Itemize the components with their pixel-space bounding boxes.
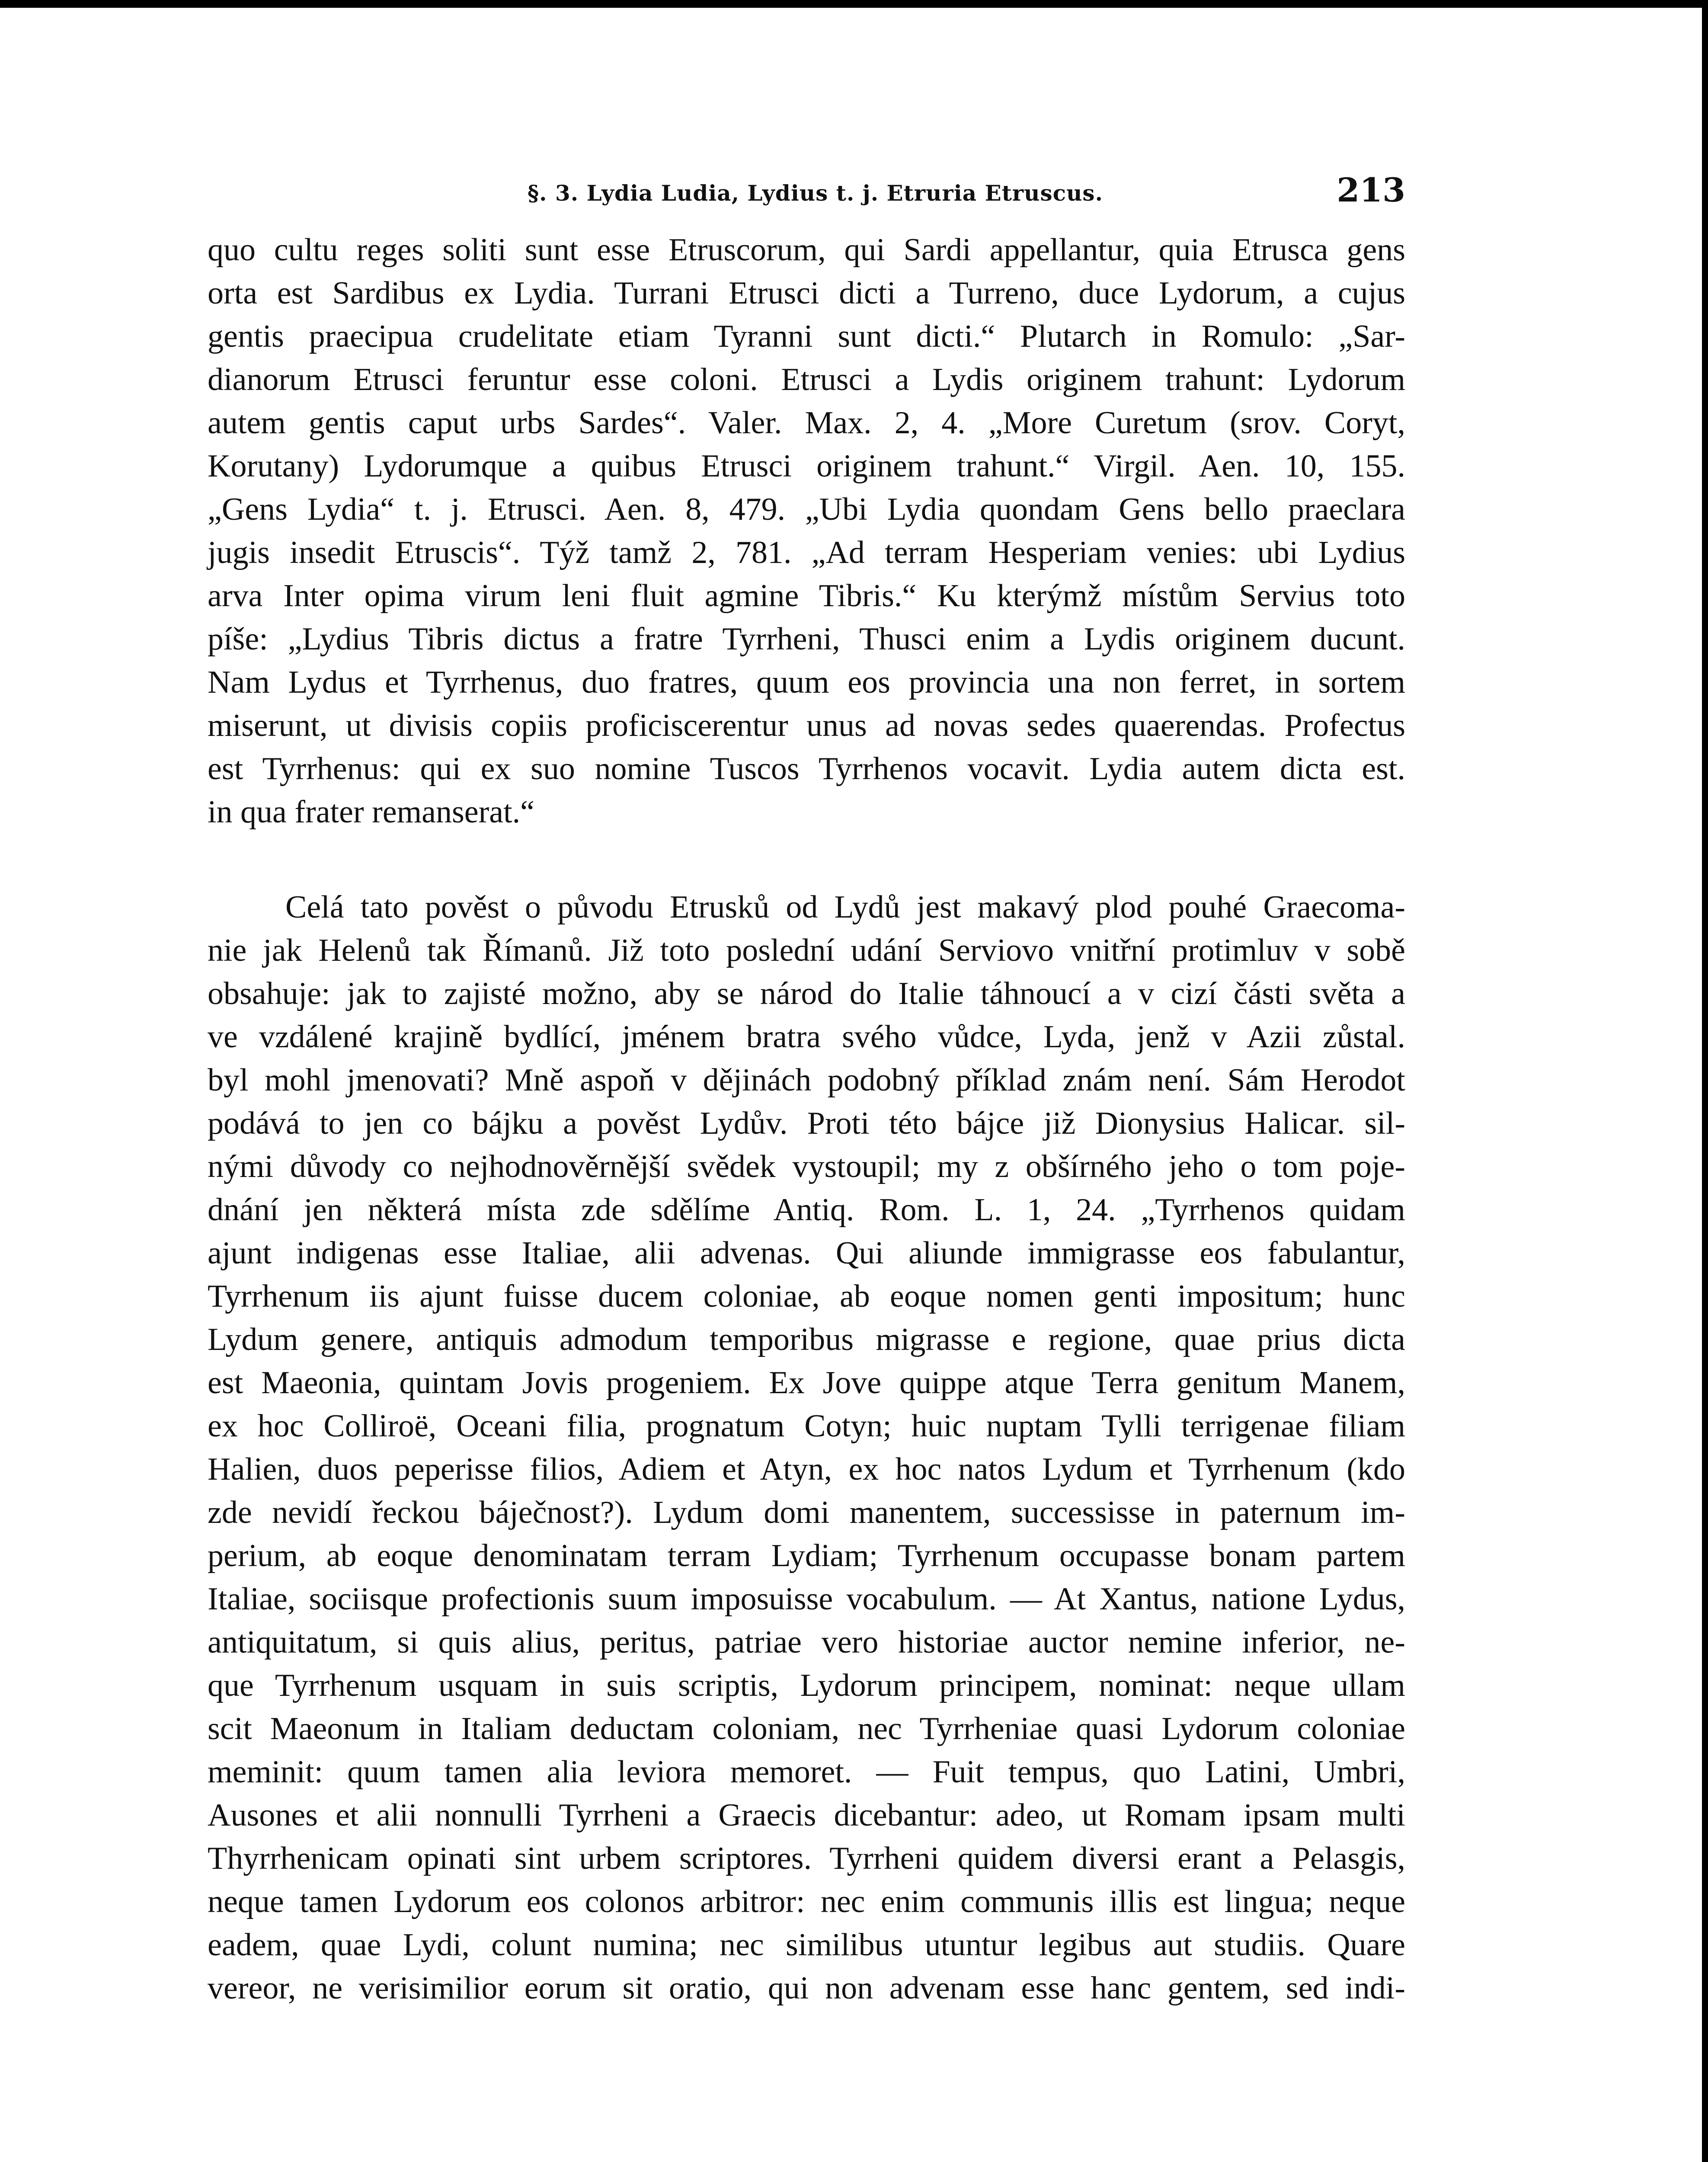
- text-line: orta est Sardibus ex Lydia. Turrani Etrusci dicti a Turreno, duce Lydorum, a cujus: [208, 275, 1405, 311]
- text-line: ex hoc Colliroë, Oceani filia, prognatum Cotyn; huic nuptam Tylli terrigenae filiam: [208, 1408, 1405, 1444]
- text-line: obsahuje: jak to zajisté možno, aby se národ do Italie táhnoucí a v cizí části světa a: [208, 976, 1405, 1011]
- text-line: „Gens Lydia“ t. j. Etrusci. Aen. 8, 479. „Ubi Lydia quondam Gens bello praeclara: [208, 492, 1405, 527]
- text-line: vereor, ne verisimilior eorum sit oratio, qui non advenam esse hanc gentem, sed indi-: [208, 1970, 1405, 2006]
- paragraph-2: [208, 886, 1405, 2010]
- text-line: Korutany) Lydorumque a quibus Etrusci originem trahunt.“ Virgil. Aen. 10, 155.: [208, 448, 1405, 484]
- running-head: §. 3. Lydia Ludia, Lydius t. j. Etruria Etruscus.: [528, 180, 1103, 206]
- text-line: quo cultu reges soliti sunt esse Etruscorum, qui Sardi appellantur, quia Etrusca gens: [208, 232, 1405, 268]
- text-line: podává to jen co bájku a pověst Lydův. Proti této bájce již Dionysius Halicar. sil-: [208, 1106, 1405, 1141]
- text-line: est Tyrrhenus: qui ex suo nomine Tuscos Tyrrhenos vocavit. Lydia autem dicta est.: [208, 751, 1405, 787]
- text-line: dianorum Etrusci feruntur esse coloni. Etrusci a Lydis originem trahunt: Lydorum: [208, 362, 1405, 397]
- text-line: Italiae, sociisque profectionis suum imposuisse vocabulum. — At Xantus, natione Lydus,: [208, 1581, 1405, 1617]
- page-header: [208, 171, 1405, 223]
- text-line: eadem, quae Lydi, colunt numina; nec similibus utuntur legibus aut studiis. Quare: [208, 1927, 1405, 1963]
- text-line: que Tyrrhenum usquam in suis scriptis, Lydorum principem, nominat: neque ullam: [208, 1668, 1405, 1703]
- text-line: ve vzdálené krajině bydlící, jménem bratra svého vůdce, Lyda, jenž v Azii zůstal.: [208, 1019, 1405, 1055]
- text-line: dnání jen některá místa zde sdělíme Antiq. Rom. L. 1, 24. „Tyrrhenos quidam: [208, 1192, 1405, 1228]
- text-line: autem gentis caput urbs Sardes“. Valer. Max. 2, 4. „More Curetum (srov. Coryt,: [208, 405, 1405, 441]
- text-line: meminit: quum tamen alia leviora memoret. — Fuit tempus, quo Latini, Umbri,: [208, 1754, 1405, 1790]
- text-line: jugis insedit Etruscis“. Týž tamž 2, 781. „Ad terram Hesperiam venies: ubi Lydius: [208, 535, 1405, 570]
- page-body: [208, 228, 1405, 2140]
- text-line: miserunt, ut divisis copiis proficiscerentur unus ad novas sedes quaerendas. Profectus: [208, 708, 1405, 743]
- text-line: Tyrrhenum iis ajunt fuisse ducem coloniae, ab eoque nomen genti impositum; hunc: [208, 1279, 1405, 1314]
- text-line: scit Maeonum in Italiam deductam coloniam, nec Tyrrheniae quasi Lydorum coloniae: [208, 1711, 1405, 1746]
- text-line: perium, ab eoque denominatam terram Lydiam; Tyrrhenum occupasse bonam partem: [208, 1538, 1405, 1574]
- text-line: byl mohl jmenovati? Mně aspoň v dějinách podobný příklad znám není. Sám Herodot: [208, 1062, 1405, 1098]
- text-line: ajunt indigenas esse Italiae, alii advenas. Qui aliunde immigrasse eos fabulantur,: [208, 1235, 1405, 1271]
- paragraph-1: [208, 228, 1405, 834]
- text-line: arva Inter opima virum leni fluit agmine Tibris.“ Ku kterýmž místům Servius toto: [208, 578, 1405, 614]
- text-line: nie jak Helenů tak Římanů. Již toto poslední udání Serviovo vnitřní protimluv v sobě: [208, 933, 1405, 968]
- text-line: píše: „Lydius Tibris dictus a fratre Tyrrheni, Thusci enim a Lydis originem ducunt.: [208, 621, 1405, 657]
- text-line: antiquitatum, si quis alius, peritus, patriae vero historiae auctor nemine inferior, ne-: [208, 1625, 1405, 1660]
- page-number: 213: [1337, 171, 1405, 209]
- text-line: nými důvody co nejhodnověrnější svědek vystoupil; my z obšírného jeho o tom poje-: [208, 1149, 1405, 1184]
- text-line: Nam Lydus et Tyrrhenus, duo fratres, quum eos provincia una non ferret, in sortem: [208, 665, 1405, 700]
- text-line: neque tamen Lydorum eos colonos arbitror: nec enim communis illis est lingua; neque: [208, 1884, 1405, 1919]
- text-line: Ausones et alii nonnulli Tyrrheni a Graecis dicebantur: adeo, ut Romam ipsam multi: [208, 1797, 1405, 1833]
- text-line: Thyrrhenicam opinati sint urbem scriptores. Tyrrheni quidem diversi erant a Pelasgis,: [208, 1841, 1405, 1876]
- text-line: in qua frater remanserat.“: [208, 794, 535, 830]
- text-line: Lydum genere, antiquis admodum temporibus migrasse e regione, quae prius dicta: [208, 1322, 1405, 1357]
- text-line: zde nevidí řeckou báječnost?). Lydum domi manentem, successisse in paternum im-: [208, 1495, 1405, 1530]
- text-line: est Maeonia, quintam Jovis progeniem. Ex Jove quippe atque Terra genitum Manem,: [208, 1365, 1405, 1401]
- text-line: gentis praecipua crudelitate etiam Tyranni sunt dicti.“ Plutarch in Romulo: „Sar-: [208, 319, 1405, 354]
- text-line: Celá tato pověst o původu Etrusků od Lydů jest makavý plod pouhé Graecoma-: [285, 889, 1405, 925]
- text-line: Halien, duos peperisse filios, Adiem et Atyn, ex hoc natos Lydum et Tyrrhenum (kdo: [208, 1452, 1405, 1487]
